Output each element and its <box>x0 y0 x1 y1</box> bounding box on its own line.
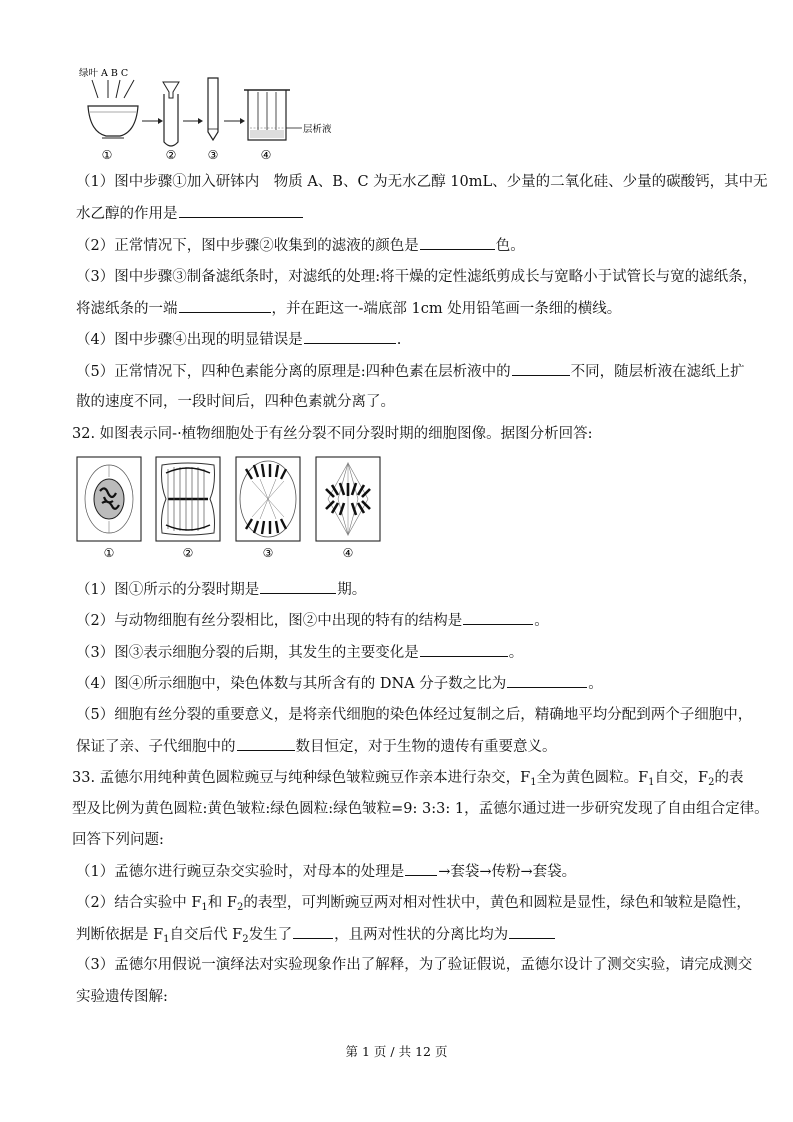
q31-part3-line2 <box>76 298 621 319</box>
q31-p5c: 散的速度不同，一段时间后，四种色素就分离了。 <box>76 394 395 410</box>
q33-s1a: 33. 孟德尔用纯种黄色圆粒豌豆与纯种绿色皱粒豌豆作亲本进行杂交，F <box>72 770 531 786</box>
answer-blank[interactable] <box>179 203 303 218</box>
answer-blank[interactable] <box>260 579 336 594</box>
q31-p3a: （3）图中步骤③制备滤纸条时，对滤纸的处理:将干燥的定性滤纸剪成长与宽略小于试管长与宽的滤纸条， <box>76 269 758 285</box>
chromatography-figure <box>76 66 346 162</box>
subscript-1: 1 <box>201 902 208 913</box>
q31-p2b: 色。 <box>495 238 525 254</box>
q32-stem <box>72 424 593 444</box>
q31-p5b: 不同，随层析液在滤纸上扩 <box>570 364 745 380</box>
answer-blank[interactable] <box>507 673 587 688</box>
q33-part2-line1 <box>76 893 751 918</box>
q33-p3a: （3）孟德尔用假说一演绎法对实验现象作出了解释，为了验证假说，孟德尔设计了测交实验，请完成测交 <box>76 957 753 973</box>
mortar-shape <box>88 106 138 136</box>
q33-p3b: 实验遗传图解: <box>76 989 168 1005</box>
q32-p2a: （2）与动物细胞有丝分裂相比，图②中出现的特有的结构是 <box>76 613 463 629</box>
funnel-shape <box>163 82 179 98</box>
q32-p2b: 。 <box>534 613 549 629</box>
q33-p1a: （1）孟德尔进行豌豆杂交实验时，对母本的处理是 <box>76 864 405 880</box>
answer-blank[interactable] <box>463 610 533 625</box>
q32-p5b: 保证了亲、子代细胞中的 <box>76 739 236 755</box>
cell-label-3: ③ <box>262 546 274 560</box>
filter-paper-strip <box>208 78 218 140</box>
q31-part3-line1 <box>76 267 757 287</box>
page-footer: 第 1 页 / 共 12 页 <box>345 1044 448 1059</box>
q33-p2c: 的表型，可判断豌豆两对相对性状中，黄色和圆粒是显性，绿色和皱粒是隐性， <box>243 895 751 911</box>
fig31-step-4: ④ <box>260 148 272 162</box>
q31-part1-line1 <box>76 172 768 192</box>
q32-p4a: （4）图④所示细胞中，染色体数与其所含有的 DNA 分子数之比为 <box>76 676 507 692</box>
answer-blank[interactable] <box>420 235 495 250</box>
q33-s1b: 全为黄色圆粒。F <box>536 770 649 786</box>
answer-blank[interactable] <box>237 736 295 751</box>
q33-p2a: （2）结合实验中 F <box>76 895 202 911</box>
q33-s1c: 自交，F <box>654 770 709 786</box>
q31-p5a: （5）正常情况下，四种色素能分离的原理是:四种色素在层析液中的 <box>76 364 511 380</box>
q32-p5a: （5）细胞有丝分裂的重要意义，是将亲代细胞的染色体经过复制之后，精确地平均分配到两个子细胞中， <box>76 707 753 723</box>
q31-p1a: （1）图中步骤①加入研钵内 物质 A、B、C 为无水乙醇 10mL、少量的二氧化硅、少量的碳酸钙，其中无 <box>76 174 768 190</box>
eluent-label: 层析液 <box>303 124 332 135</box>
subscript-1: 1 <box>530 777 537 788</box>
q33-p2d: 判断依据是 F <box>76 927 164 943</box>
q31-p3b: 将滤纸条的一端 <box>76 301 178 317</box>
cell-label-2: ② <box>182 546 194 560</box>
fig31-step-3: ③ <box>207 148 219 162</box>
answer-blank[interactable] <box>293 924 333 939</box>
q33-p2b: 和 F <box>207 895 237 911</box>
fig31-top-label: 绿叶 A B C <box>79 68 129 79</box>
fig31-step-1: ① <box>101 148 113 162</box>
q31-part4 <box>76 329 401 350</box>
subscript-1: 1 <box>648 777 655 788</box>
cell-label-1: ① <box>103 546 115 560</box>
subscript-2: 2 <box>242 934 249 945</box>
q33-stem-line3 <box>72 830 164 850</box>
q31-p3c: ，并在距这一-端底部 1cm 处用铅笔画一条细的横线。 <box>271 301 622 317</box>
answer-blank[interactable] <box>405 861 437 876</box>
q32-p4b: 。 <box>588 676 603 692</box>
q32-part1 <box>76 579 366 600</box>
q32-p1a: （1）图①所示的分裂时期是 <box>76 582 260 598</box>
answer-blank[interactable] <box>420 642 508 657</box>
q33-stem-line2 <box>72 799 769 819</box>
q33-p2g: ，且两对性状的分离比均为 <box>334 927 509 943</box>
q32-part4 <box>76 673 603 694</box>
q32-part3 <box>76 642 523 663</box>
subscript-2: 2 <box>708 777 715 788</box>
q33-p2e: 自交后代 F <box>169 927 243 943</box>
q33-p2f: 发生了 <box>248 927 293 943</box>
fig31-step-2: ② <box>165 148 177 162</box>
cell-label-4: ④ <box>342 546 354 560</box>
subscript-2: 2 <box>236 902 244 913</box>
answer-blank[interactable] <box>509 924 555 939</box>
q31-part5-line1 <box>76 361 745 382</box>
q31-p4b: . <box>396 332 402 348</box>
mitosis-cells-figure <box>76 455 386 565</box>
q31-p1b: 水乙醇的作用是 <box>76 206 178 222</box>
q31-part5-line2 <box>76 392 395 412</box>
q32-p5c: 数目恒定，对于生物的遗传有重要意义。 <box>295 739 557 755</box>
q33-part2-line2 <box>76 924 556 950</box>
q32-p3a: （3）图③表示细胞分裂的后期，其发生的主要变化是 <box>76 645 419 661</box>
q33-stem-line1 <box>72 768 743 793</box>
q32-stem-text: 32. 如图表示同-·植物细胞处于有丝分裂不同分裂时期的细胞图像。据图分析回答: <box>72 426 593 442</box>
subscript-1: 1 <box>163 934 170 945</box>
q32-part5-line1 <box>76 705 752 725</box>
q33-s3: 回答下列问题: <box>72 832 164 848</box>
q31-part1-line2 <box>76 203 304 224</box>
q32-p1b: 期。 <box>337 582 367 598</box>
q33-part3-line2 <box>76 987 168 1007</box>
q33-p1b: →套袋→传粉→套袋。 <box>438 864 577 880</box>
q31-p4a: （4）图中步骤④出现的明显错误是 <box>76 332 303 348</box>
q32-p3b: 。 <box>508 645 524 661</box>
q33-s1d: 的表 <box>714 770 744 786</box>
test-tube-shape <box>164 94 178 146</box>
q33-part3-line1 <box>76 955 752 975</box>
q31-part2 <box>76 235 525 256</box>
answer-blank[interactable] <box>179 298 271 313</box>
q32-part2 <box>76 610 549 631</box>
q33-part1 <box>76 861 576 882</box>
answer-blank[interactable] <box>304 329 396 344</box>
q32-part5-line2 <box>76 736 557 757</box>
answer-blank[interactable] <box>512 361 570 376</box>
q31-p2a: （2）正常情况下，图中步骤②收集到的滤液的颜色是 <box>76 238 419 254</box>
q33-s2: 型及比例为黄色圆粒:黄色皱粒:绿色圆粒:绿色皱粒=9: 3:3: 1，孟德尔通过进一步研究发现了自由组合定律。 <box>72 801 769 817</box>
